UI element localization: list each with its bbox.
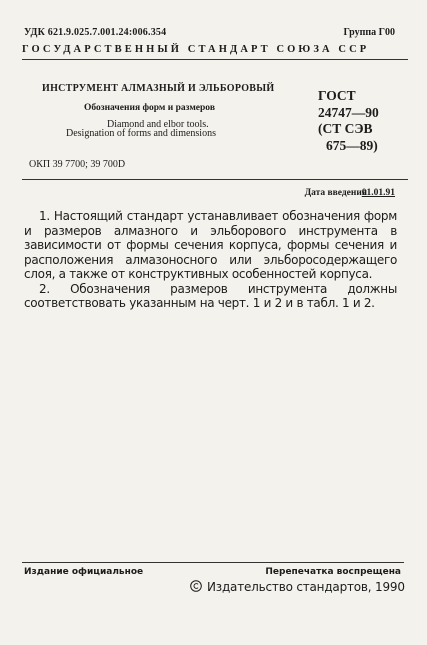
reprint-notice: Перепечатка воспрещена: [265, 567, 401, 577]
english-title-line2: Designation of forms and dimensions: [66, 128, 216, 139]
paragraph-2: 2. Обозначения размеров инструмента должны соответствовать указанным на черт. 1 и 2 и в табл. 1 и 2.: [24, 281, 397, 310]
document-title: ИНСТРУМЕНТ АЛМАЗНЫЙ И ЭЛЬБОРОВЫЙ: [42, 83, 275, 94]
intro-date-label: Дата введения: [304, 188, 367, 198]
gost-line: (СТ СЭВ: [318, 121, 373, 136]
intro-date-value: 01.01.91: [361, 188, 395, 198]
header-rule: [22, 59, 408, 60]
gost-line: 24747—90: [318, 104, 379, 120]
okp-rule: [22, 179, 408, 180]
body-text: [24, 209, 397, 311]
udk-code: УДК 621.9.025.7.001.24:006.354: [24, 27, 167, 38]
gost-line: 675—89): [326, 137, 378, 153]
group-code: Группа Г00: [343, 27, 395, 38]
footer-rule: [22, 562, 404, 563]
okp-code: ОКП 39 7700; 39 700D: [29, 159, 126, 170]
gost-line: ГОСТ: [318, 88, 356, 103]
gost-number: [318, 88, 379, 154]
paragraph-1: 1. Настоящий стандарт устанавливает обозначения форм и размеров алмазного и эльборового инструмента в зависимости от формы сечения корпуса, формы сечения и расположения алмазоносного или эльборосодержащего слоя, а также от конструктивных особенностей корпуса.: [24, 209, 397, 281]
english-title-line1: Diamond and elbor tools.: [107, 119, 209, 130]
copyright-line: [190, 580, 405, 594]
document-subtitle: Обозначения форм и размеров: [84, 103, 215, 113]
copyright-text: Издательство стандартов, 1990: [207, 580, 405, 594]
copyright-icon: [190, 580, 202, 592]
official-edition: Издание официальное: [24, 567, 144, 577]
standard-header: ГОСУДАРСТВЕННЫЙ СТАНДАРТ СОЮЗА ССР: [22, 44, 370, 55]
